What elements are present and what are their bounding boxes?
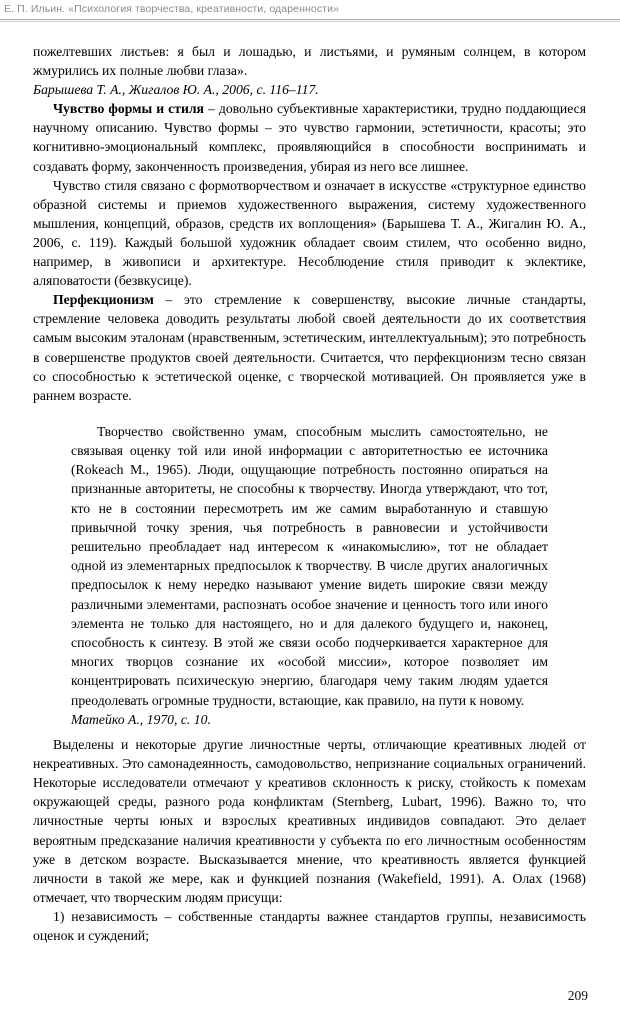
quotation-text: Творчество свойственно умам, способным мыслить самостоятельно, не связывая оценку той или иной информации с авторитетностью ее источника (Rokeach M., 1965). Люди, ощущающие потребность постоянно опираться на признанные авторитеты, не способны к творчеству. Иногда утверждают, что тот, кто не в состоянии пересмотреть им же самим выработанную и ставшую привычной точку зрения, чья потребность в равновесии и устойчивости решительно преобладает над интересом к «инакомыслию», тот не обладает одной из элементарных предпосылок к творчеству. В числе других аналогичных предпосылок к нему нередко называют умение видеть широкие связи между различными элементами, распознать особое значение и ценность того или иного элемента не только для настоящего, но и для далекого будущего и, наконец, способность к синтезу. В этой же связи особо подчеркивается характерное для многих творцов сознание их «особой миссии», которое позволяет им концентрировать психическую энергию, благодаря чему таким людям удается преодолевать огромные трудности, встающие, как правило, на пути к новому. [71, 423, 548, 708]
inset-quotation-block [71, 422, 548, 729]
paragraph-personality-traits: Выделены и некоторые другие личностные черты, отличающие креативных людей от некреативных. Это самонадеянность, самодовольство, непризнание социальных ограничений. Некоторые исследователи отмечают у креативов склонность к риску, стойкость к помехам окружающей среды, разного рода конфликтам (Sternberg, Lubart, 1996). Важно то, что личностные черты юных и взрослых креативных индивидов совпадают. Это делает вероятным предсказание наличия креативности у субъекта по его личностным особенностям уже в детском возрасте. Высказывается мнение, что креативность является функцией личности в такой же мере, как и функцией познания (Wakefield, 1991). А. Олах (1968) отмечает, что творческим людям присущи: [33, 737, 586, 905]
running-head-title: Е. П. Ильин. «Психология творчества, креативности, одаренности» [4, 3, 339, 15]
running-head [0, 0, 620, 22]
paragraph-feeling-form-style [33, 99, 586, 175]
term-feeling-form-style: Чувство формы и стиля [53, 101, 204, 117]
page-number: 209 [567, 988, 588, 1003]
running-head-rule-secondary [0, 21, 620, 22]
running-head-rule [0, 19, 620, 20]
quotation-source-mateiko: Матейко А., 1970, с. 10. [71, 711, 211, 727]
paragraph-style-sense: Чувство стиля связано с формотворчеством и означает в искусстве «структурное единство образной системы и приемов художественного выражения, систему художественного мышления, концепций, образов, средств их воплощения» (Барышева Т. А., Жигалин Ю. А., 2006, с. 119). Каждый большой художник обладает своим стилем, что особенно видно, например, в живописи и архитектуре. Несоблюдение стиля приводит к эклектике, аляповатости (безвкусице). [33, 177, 586, 289]
list-item-independence: 1) независимость – собственные стандарты важнее стандартов группы, независимость оценок и суждений; [33, 908, 586, 943]
paragraph-perfectionism [33, 290, 586, 405]
source-citation-baryshova: Барышева Т. А., Жигалов Ю. А., 2006, с. 116–117. [33, 82, 319, 98]
term-perfectionism: Перфекционизм [53, 292, 154, 308]
term-feeling-form-style-body: – довольно субъективные характеристики, трудно поддающиеся научному описанию. Чувство формы – это чувство гармонии, эстетичности, красоты; это когнитивно-эмоциональный комплекс, проявляющийся в способности воспринимать и создавать форму, законченность произведения, убирая из него все лишнее. [33, 101, 586, 174]
paragraph-continuation: пожелтевших листьев: я был и лошадью, и листьями, и румяным солнцем, в котором жмурились их полные любви глаза». [33, 44, 586, 79]
page-body [33, 42, 586, 945]
term-perfectionism-body: – это стремление к совершенству, высокие личные стандарты, стремление человека доводить результаты любой своей деятельности до их соответствия самым высоким эталонам (нравственным, эстетическим, интеллектуальным); это потребность в совершенстве продуктов своей деятельности. Считается, что перфекционизм тесно связан со способностью к эстетической оценке, с творческой мотивацией. Он проявляется уже в раннем возрасте. [33, 292, 586, 403]
